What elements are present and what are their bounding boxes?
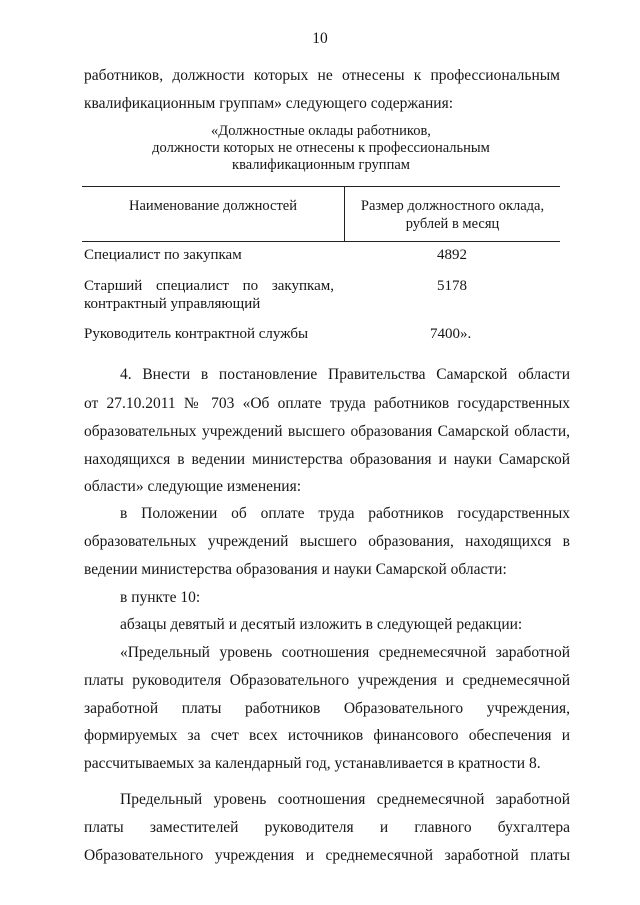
quote1-line-1: «Предельный уровень соотношения среднемесячной заработной	[120, 644, 570, 661]
table-row-1-value: 4892	[437, 247, 467, 263]
table-row-2-name-line-2: контрактный управляющий	[84, 296, 261, 312]
table-row-3-value: 7400».	[430, 326, 472, 342]
quote1-line-5: рассчитываемых за календарный год, устанавливается в кратности 8.	[84, 755, 541, 772]
header-salary-line-1: Размер должностного оклада,	[360, 198, 545, 214]
intro-line-2: квалификационным группам» следующего содержания:	[84, 95, 454, 112]
quote2-line-2: платы заместителей руководителя и главного бухгалтера	[84, 819, 570, 836]
header-position-name-text: Наименование должностей	[129, 198, 297, 214]
quote2-line-3: Образовательного учреждения и среднемесячной заработной платы	[84, 847, 570, 864]
table-row-1-name: Специалист по закупкам	[84, 247, 242, 263]
header-salary-line-2: рублей в месяц	[405, 216, 500, 232]
abzacy-line: абзацы девятый и десятый изложить в следующей редакции:	[120, 616, 523, 633]
quote1-line-3: заработной платы работников Образовательного учреждения,	[84, 700, 570, 717]
quote1-line-4: формируемых за счет всех источников финансового обеспечения и	[84, 727, 570, 744]
table-caption-line-3: квалификационным группам	[232, 157, 410, 173]
point-10: в пункте 10:	[120, 589, 201, 606]
quote2-line-1: Предельный уровень соотношения среднемесячной заработной	[120, 791, 570, 808]
para4-line-4: находящихся в ведении министерства образования и науки Самарской	[84, 451, 570, 468]
polozhenie-line-1: в Положении об оплате труда работников государственных	[120, 505, 570, 522]
table-header-row	[82, 187, 560, 242]
para4-line-1: 4. Внести в постановление Правительства Самарской области	[120, 366, 570, 383]
quote1-line-2: платы руководителя Образовательного учреждения и среднемесячной	[84, 672, 570, 689]
table-row-3-name: Руководитель контрактной службы	[84, 326, 309, 342]
para4-line-5: области» следующие изменения:	[84, 478, 302, 495]
page-number: 10	[312, 30, 328, 47]
header-salary	[345, 187, 561, 242]
salary-table	[82, 186, 560, 242]
intro-line-1: работников, должности которых не отнесены к профессиональным	[84, 67, 560, 84]
para4-line-2: от 27.10.2011 № 703 «Об оплате труда работников государственных	[84, 395, 570, 412]
para4-line-3: образовательных учреждений высшего образования Самарской области,	[84, 423, 570, 440]
table-caption-line-1: «Должностные оклады работников,	[211, 123, 431, 139]
polozhenie-line-3: ведении министерства образования и науки Самарской области:	[84, 561, 507, 578]
table-row-2-name-line-1: Старший специалист по закупкам,	[84, 278, 334, 294]
table-caption-line-2: должности которых не отнесены к профессиональным	[152, 140, 490, 156]
table-row-2-value: 5178	[437, 278, 467, 294]
polozhenie-line-2: образовательных учреждений высшего образования, находящихся в	[84, 533, 570, 550]
header-position-name	[82, 187, 345, 242]
